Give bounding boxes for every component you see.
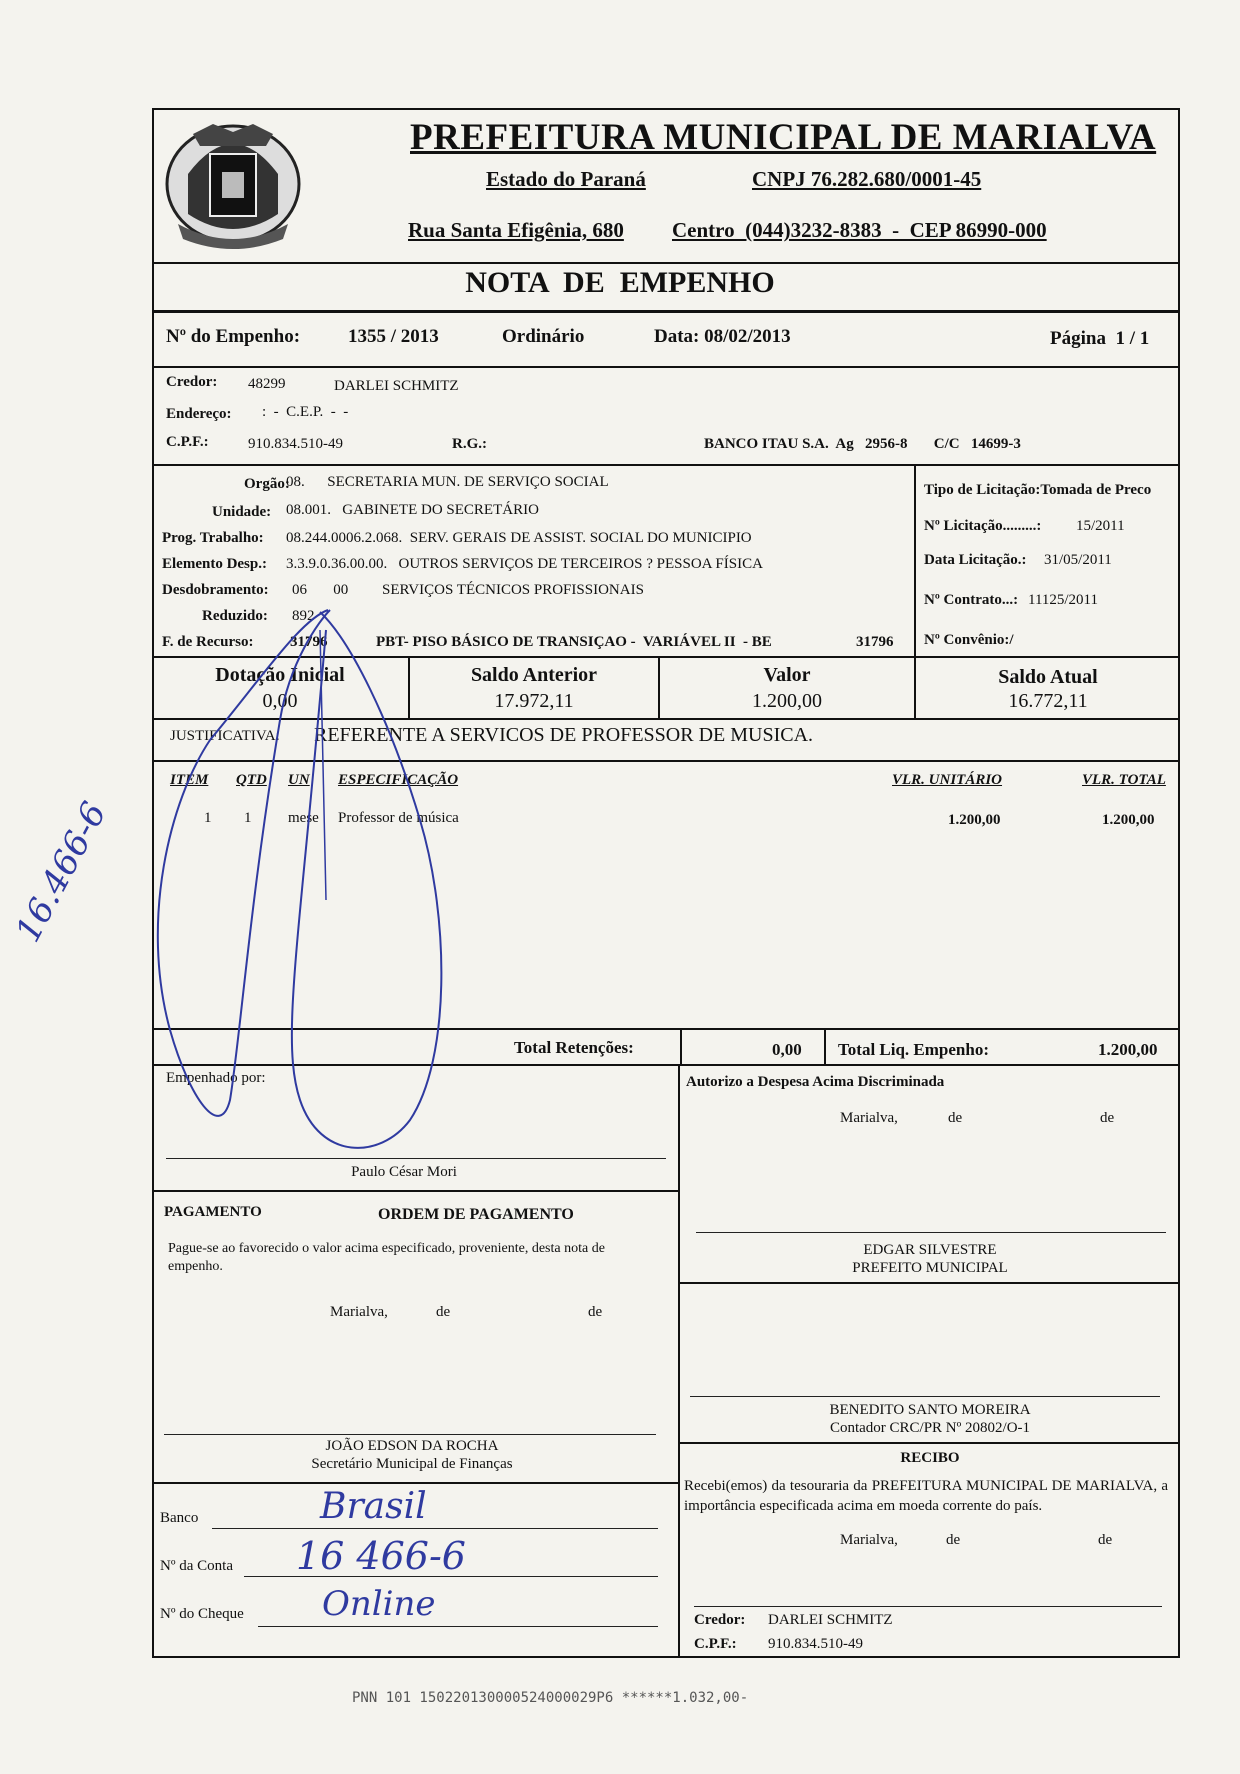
recurso-label: F. de Recurso:	[162, 634, 254, 650]
cheque-handwritten: Online	[322, 1584, 436, 1624]
cheque-label: Nº do Cheque	[160, 1606, 244, 1622]
pagamento-place: Marialva,	[330, 1304, 388, 1320]
empenho-kind: Ordinário	[502, 326, 585, 347]
pagamento-de-1: de	[436, 1304, 451, 1320]
org-title: PREFEITURA MUNICIPAL DE MARIALVA	[410, 117, 1157, 158]
valor-value: 1.200,00	[752, 690, 822, 712]
prefeito-role: PREFEITO MUNICIPAL	[852, 1260, 1008, 1276]
empenhado-signer: Paulo César Mori	[351, 1164, 457, 1180]
justificativa-label: JUSTIFICATIVA:	[170, 728, 280, 744]
orgao-value: 08. SECRETARIA MUN. DE SERVIÇO SOCIAL	[286, 474, 609, 490]
state-name: Estado do Paraná	[486, 167, 646, 191]
recibo-credor-label: Credor:	[694, 1612, 746, 1628]
col-vlr-total: VLR. TOTAL	[1082, 772, 1166, 788]
autorizo-label: Autorizo a Despesa Acima Discriminada	[686, 1074, 945, 1090]
rg-label: R.G.:	[452, 436, 487, 452]
signature-scribble	[150, 600, 490, 1160]
banco-handwritten: Brasil	[320, 1486, 427, 1527]
col-un: UN	[288, 772, 310, 788]
credor-code: 48299	[248, 376, 286, 392]
contador-role: Contador CRC/PR Nº 20802/O-1	[829, 1420, 1031, 1436]
contrato-label: Nº Contrato...:	[924, 592, 1019, 608]
convenio: Nº Convênio:/	[924, 632, 1014, 648]
row-spec: Professor de música	[338, 810, 459, 826]
desdobramento-label: Desdobramento:	[162, 582, 269, 598]
financas-signer: JOÃO EDSON DA ROCHA	[325, 1438, 499, 1454]
orgao-label: Orgão:	[244, 476, 290, 492]
banco-label: Banco	[160, 1510, 199, 1526]
col-vlr-unitario: VLR. UNITÁRIO	[892, 772, 1003, 788]
recibo-de-2: de	[1098, 1532, 1113, 1548]
row-unit-value: 1.200,00	[948, 812, 1001, 828]
pagamento-de-2: de	[588, 1304, 603, 1320]
retencoes-label: Total Retenções:	[514, 1038, 634, 1057]
contact-line: Centro (044)3232-8383 - CEP 86990-000	[672, 218, 1047, 242]
licitacao-numero-label: Nº Licitação.........:	[924, 518, 1042, 534]
row-total-value: 1.200,00	[1102, 812, 1155, 828]
recibo-label: RECIBO	[900, 1450, 960, 1466]
prog-value: 08.244.0006.2.068. SERV. GERAIS DE ASSIST. SOCIAL DO MUNICIPIO	[286, 530, 752, 546]
autorizo-de-2: de	[1100, 1110, 1115, 1126]
elemento-value: 3.3.9.0.36.00.00. OUTROS SERVIÇOS DE TERCEIROS ? PESSOA FÍSICA	[286, 556, 763, 572]
liquido-label: Total Liq. Empenho:	[838, 1040, 989, 1059]
pagamento-text: Pague-se ao favorecido o valor acima especificado, proveniente, desta nota de empenho.	[168, 1241, 605, 1274]
recurso-code: 31796	[290, 634, 328, 650]
licitacao-numero: 15/2011	[1076, 518, 1125, 534]
empenho-number: 1355 / 2013	[348, 326, 439, 347]
cnpj: CNPJ 76.282.680/0001-45	[752, 167, 982, 191]
conta-label: Nº da Conta	[160, 1558, 233, 1574]
autorizo-place: Marialva,	[840, 1110, 898, 1126]
conta-handwritten: 16 466-6	[296, 1534, 466, 1578]
empenho-date: Data: 08/02/2013	[654, 326, 791, 347]
empenhado-label: Empenhado por:	[166, 1070, 266, 1086]
justificativa-text: REFERENTE A SERVICOS DE PROFESSOR DE MUSICA.	[314, 724, 814, 746]
coat-of-arms-logo	[158, 104, 308, 254]
desdobramento-value: 06 00 SERVIÇOS TÉCNICOS PROFISSIONAIS	[292, 582, 644, 598]
row-item: 1	[204, 810, 212, 826]
saldo-anterior-label: Saldo Anterior	[470, 664, 598, 686]
recibo-text: Recebi(emos) da tesouraria da PREFEITURA MUNICIPAL DE MARIALVA, a importância especificada acima em moeda corrente do país.	[684, 1478, 1168, 1514]
recibo-place: Marialva,	[840, 1532, 898, 1548]
recibo-de-1: de	[946, 1532, 961, 1548]
contador-name: BENEDITO SANTO MOREIRA	[829, 1402, 1031, 1418]
recurso-desc: PBT- PISO BÁSICO DE TRANSIÇAO - VARIÁVEL II - BE	[376, 634, 772, 650]
saldo-atual-value: 16.772,11	[1008, 690, 1088, 712]
saldo-atual-label: Saldo Atual	[998, 666, 1098, 688]
reduzido-label: Reduzido:	[202, 608, 268, 624]
reduzido-value: 892	[292, 608, 315, 624]
col-item: ITEM	[170, 772, 209, 788]
licitacao-data: 31/05/2011	[1044, 552, 1112, 568]
micr-line: PNN 101 150220130000524000029P6 ******1.032,00-	[352, 1690, 749, 1706]
retencoes-value: 0,00	[772, 1040, 802, 1059]
row-qtd: 1	[244, 810, 252, 826]
address-value: : - C.E.P. - -	[262, 404, 349, 420]
autorizo-de-1: de	[948, 1110, 963, 1126]
credor-name: DARLEI SCHMITZ	[334, 378, 459, 394]
prog-label: Prog. Trabalho:	[162, 530, 264, 546]
unidade-value: 08.001. GABINETE DO SECRETÁRIO	[286, 502, 539, 518]
credor-label: Credor:	[166, 374, 218, 390]
licitacao-tipo: Tipo de Licitação:Tomada de Preco	[924, 482, 1152, 498]
street-address: Rua Santa Efigênia, 680	[408, 218, 624, 242]
prefeito-name: EDGAR SILVESTRE	[863, 1242, 997, 1258]
bank-account: BANCO ITAU S.A. Ag 2956-8 C/C 14699-3	[704, 436, 1021, 452]
dotacao-value: 0,00	[262, 690, 298, 712]
recurso-code-2: 31796	[856, 634, 894, 650]
row-un: mese	[288, 810, 319, 826]
doc-title: NOTA DE EMPENHO	[465, 266, 775, 299]
contrato-value: 11125/2011	[1028, 592, 1098, 608]
margin-note: 16.466-6	[8, 795, 115, 949]
licitacao-data-label: Data Licitação.:	[924, 552, 1027, 568]
elemento-label: Elemento Desp.:	[162, 556, 267, 572]
liquido-value: 1.200,00	[1098, 1040, 1158, 1059]
saldo-anterior-value: 17.972,11	[494, 690, 574, 712]
financas-role: Secretário Municipal de Finanças	[311, 1456, 513, 1472]
ordem-pagamento: ORDEM DE PAGAMENTO	[378, 1206, 574, 1223]
dotacao-label: Dotação Inicial	[215, 664, 345, 686]
pagamento-label: PAGAMENTO	[164, 1204, 262, 1220]
valor-label: Valor	[763, 664, 811, 686]
recibo-cpf-label: C.P.F.:	[694, 1636, 737, 1652]
recibo-credor-name: DARLEI SCHMITZ	[768, 1612, 893, 1628]
cpf-label: C.P.F.:	[166, 434, 209, 450]
address-label: Endereço:	[166, 406, 232, 422]
col-qtd: QTD	[236, 772, 267, 788]
cpf-value: 910.834.510-49	[248, 436, 343, 452]
recibo-cpf-value: 910.834.510-49	[768, 1636, 863, 1652]
col-especificacao: ESPECIFICAÇÃO	[338, 772, 459, 788]
empenho-label: Nº do Empenho:	[166, 326, 301, 347]
page-number: Página 1 / 1	[1050, 328, 1150, 349]
unidade-label: Unidade:	[212, 504, 272, 520]
